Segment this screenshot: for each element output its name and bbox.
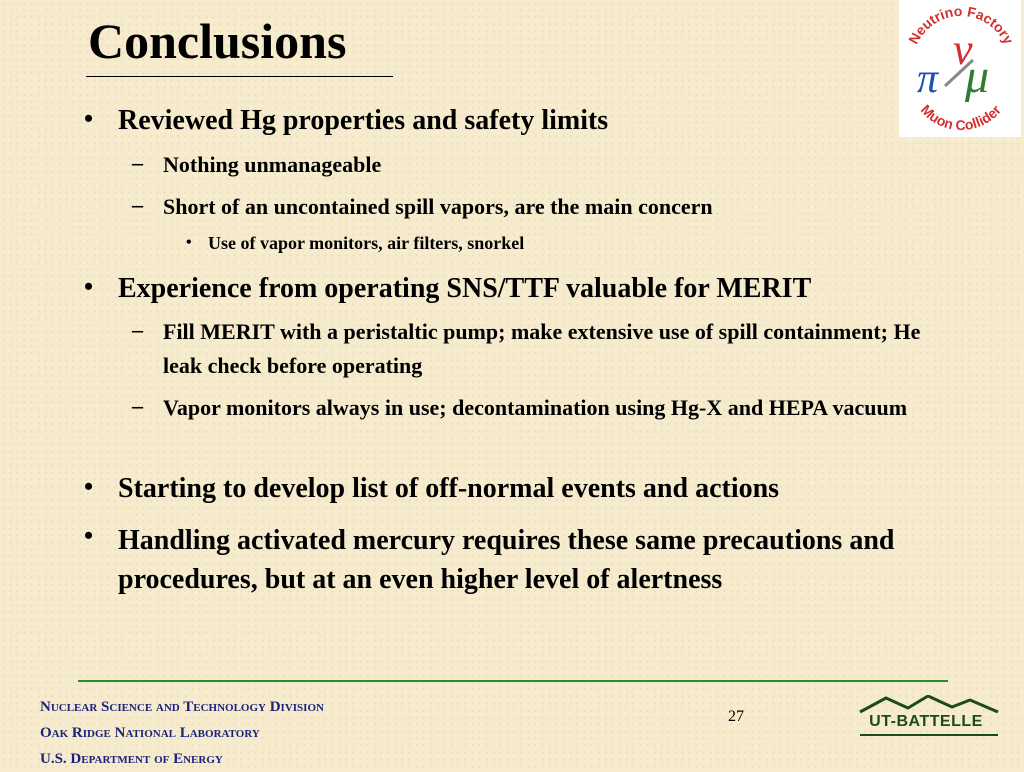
bullet-marker: •	[84, 104, 94, 133]
sub-bullet-item: Nothing unmanageable	[163, 152, 382, 177]
sub-bullet-item: Vapor monitors always in use; decontamination using Hg-X and HEPA vacuum	[163, 395, 908, 420]
logo-mu-glyph: μ	[965, 50, 990, 103]
footer-organization	[40, 694, 324, 772]
bullet-item: Handling activated mercury requires these same precautions and procedures, but at an even higher level of alertness	[118, 525, 895, 596]
bullet-item: Reviewed Hg properties and safety limits	[118, 105, 609, 136]
slide-title: Conclusions	[88, 13, 347, 69]
bullet-item: Starting to develop list of off-normal events and actions	[118, 473, 780, 504]
bullet-marker: •	[84, 521, 94, 550]
page-number: 27	[728, 708, 744, 725]
sub-bullet-marker: –	[132, 192, 143, 217]
footer-department: U.S. Department of Energy	[40, 751, 223, 767]
ut-battelle-text: UT-BATTELLE	[869, 713, 983, 730]
bullet-item: Experience from operating SNS/TTF valuable for MERIT	[118, 273, 812, 304]
footer-divider	[78, 680, 948, 682]
logo-nu-glyph: ν	[953, 25, 973, 74]
logo-top-text: Neutrino Factory	[905, 2, 1017, 47]
sub-bullet-marker: –	[132, 393, 143, 418]
bullet-marker: •	[84, 272, 94, 301]
ut-battelle-logo	[856, 695, 1002, 740]
footer-laboratory: Oak Ridge National Laboratory	[40, 725, 260, 741]
sub-bullet-marker: –	[132, 317, 143, 342]
sub-sub-bullet-marker: •	[186, 234, 192, 251]
sub-bullet-marker: –	[132, 150, 143, 175]
bullet-marker: •	[84, 472, 94, 501]
logo-bottom-text: Muon Collider	[917, 101, 1005, 134]
footer-division: Nuclear Science and Technology Division	[40, 699, 324, 715]
logo-pi-glyph: π	[917, 56, 939, 102]
sub-sub-bullet-item: Use of vapor monitors, air filters, snorkel	[208, 233, 525, 253]
title-underline	[86, 76, 393, 77]
sub-bullet-item: Short of an uncontained spill vapors, are the main concern	[163, 194, 713, 219]
sub-bullet-item: Fill MERIT with a peristaltic pump; make extensive use of spill containment; He leak check before operating	[163, 319, 921, 379]
